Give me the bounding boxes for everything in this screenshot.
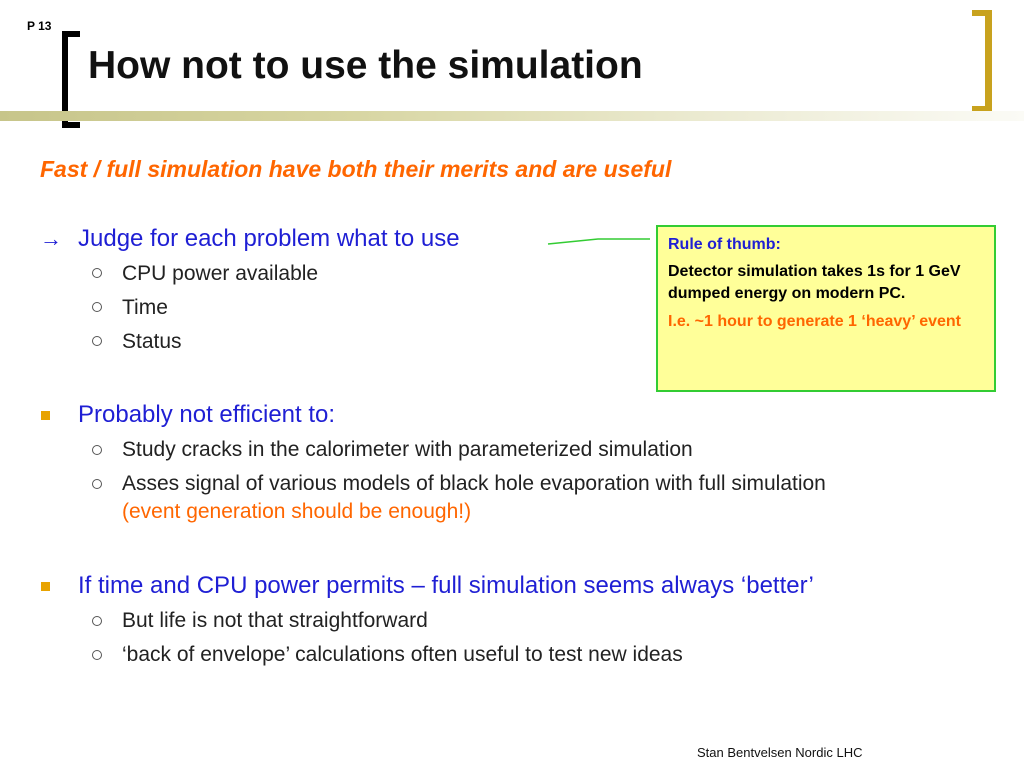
circle-bullet-icon <box>92 616 102 626</box>
right-bracket-bar <box>985 10 992 112</box>
section2-heading: Probably not efficient to: <box>78 401 336 428</box>
section1-item-time: Time <box>122 296 168 319</box>
section1-item-cpu: CPU power available <box>122 262 319 285</box>
square-bullet-icon <box>41 582 50 591</box>
rule-of-thumb-callout <box>656 225 996 392</box>
callout-heading: Rule of thumb: <box>668 236 781 253</box>
square-bullet-icon <box>41 411 50 420</box>
title-underline-band <box>0 111 1024 121</box>
right-bracket-top <box>972 10 992 16</box>
slide-subtitle: Fast / full simulation have both their merits and are useful <box>40 156 672 182</box>
section2-item-cracks: Study cracks in the calorimeter with parameterized simulation <box>122 438 693 461</box>
section1-heading: Judge for each problem what to use <box>78 225 460 252</box>
section1-item-status: Status <box>122 330 182 353</box>
callout-footnote: I.e. ~1 hour to generate 1 ‘heavy’ event <box>668 313 962 330</box>
callout-body: Detector simulation takes 1s for 1 GeV dumped energy on modern PC. <box>668 263 961 302</box>
left-bracket-top <box>62 31 80 37</box>
page-number: P 13 <box>27 19 52 33</box>
slide-footer: Stan Bentvelsen Nordic LHC <box>697 745 863 760</box>
circle-bullet-icon <box>92 302 102 312</box>
section3-item-life: But life is not that straightforward <box>122 609 428 632</box>
slide-title: How not to use the simulation <box>88 44 643 87</box>
section2-item-black-hole: Asses signal of various models of black hole evaporation with full simulation <box>122 472 826 495</box>
section3-heading: If time and CPU power permits – full simulation seems always ‘better’ <box>78 572 814 599</box>
section2-item-note: (event generation should be enough!) <box>122 500 472 523</box>
left-bracket-bottom <box>62 122 80 128</box>
circle-bullet-icon <box>92 479 102 489</box>
circle-bullet-icon <box>92 650 102 660</box>
circle-bullet-icon <box>92 336 102 346</box>
circle-bullet-icon <box>92 268 102 278</box>
callout-connector-line <box>540 232 660 248</box>
section3-item-envelope: ‘back of envelope’ calculations often useful to test new ideas <box>122 643 683 666</box>
circle-bullet-icon <box>92 445 102 455</box>
arrow-bullet-icon: → <box>40 226 62 251</box>
